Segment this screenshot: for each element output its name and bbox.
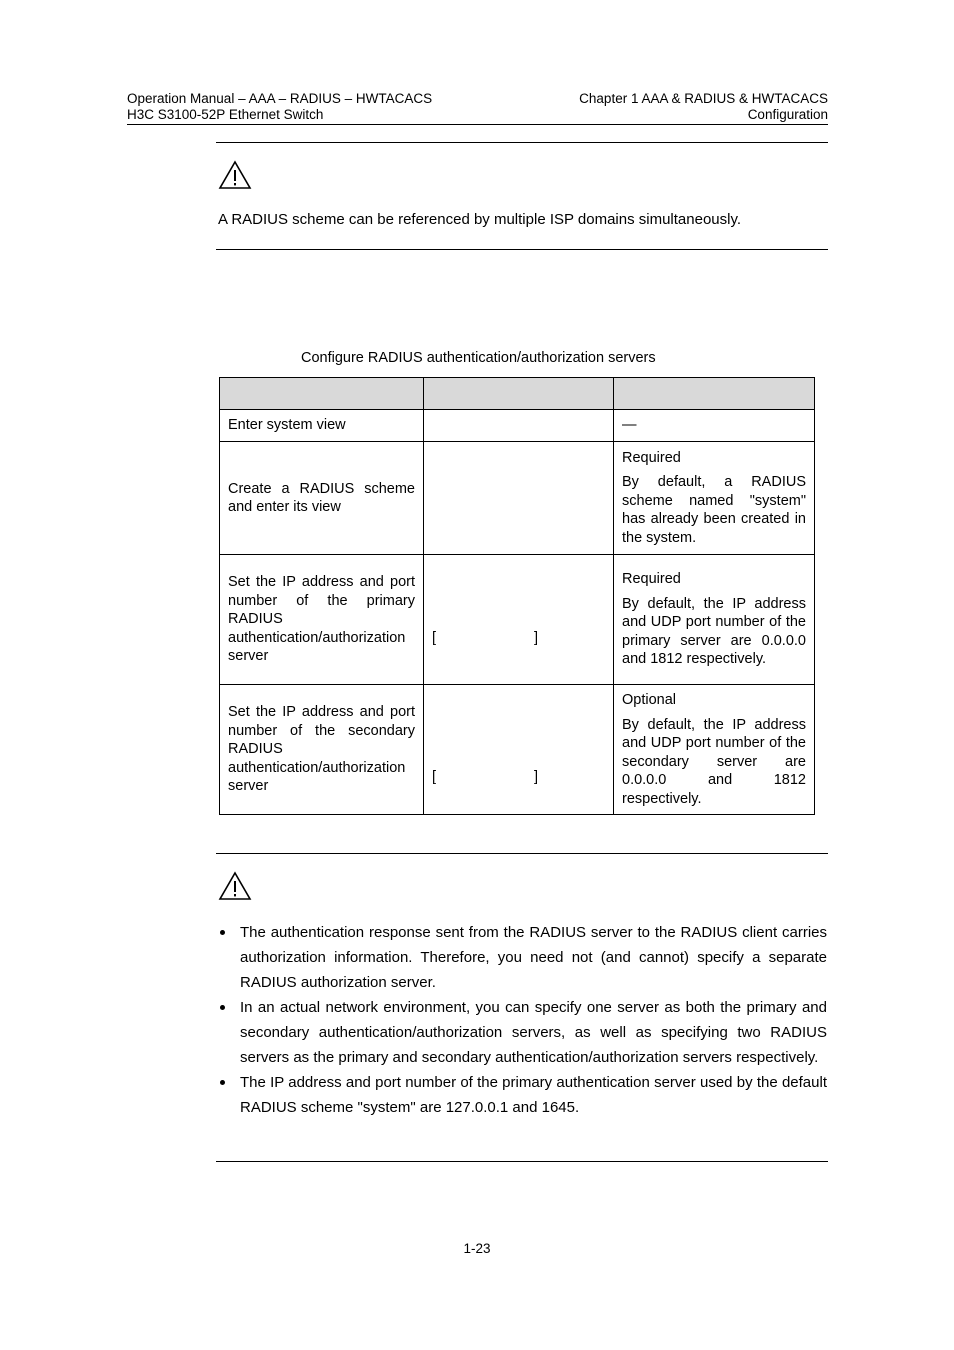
table-row xyxy=(220,410,815,442)
chapter-title: Chapter 1 AAA & RADIUS & HWTACACS xyxy=(579,91,828,106)
list-item xyxy=(218,995,827,1070)
remark-requirement: Required xyxy=(622,449,681,466)
optional-parameter-brackets xyxy=(432,768,538,787)
caution-bullet-list xyxy=(218,920,827,1120)
table-caption: Configure RADIUS authentication/authorization servers xyxy=(301,350,656,366)
table-row xyxy=(220,685,815,815)
optional-parameter-brackets xyxy=(432,629,538,648)
product-name: H3C S3100-52P Ethernet Switch xyxy=(127,107,324,122)
bracket-close: ] xyxy=(533,769,538,785)
command-cell xyxy=(424,685,614,815)
remark-default: By default, the IP address and UDP port number of the secondary server are 0.0.0.0 and 1812 respectively. xyxy=(622,716,806,807)
manual-title: Operation Manual – AAA – RADIUS – HWTACACS xyxy=(127,91,433,106)
bullet-text: The IP address and port number of the primary authentication server used by the default RADIUS scheme "system" are 127.0.0.1 and 1645. xyxy=(240,1074,827,1116)
caution-box-top-rule xyxy=(216,853,828,854)
operation-cell: Create a RADIUS scheme and enter its view xyxy=(220,442,424,555)
table-row xyxy=(220,555,815,685)
bracket-open: [ xyxy=(432,630,437,646)
section-name: Configuration xyxy=(747,107,828,122)
note-text: A RADIUS scheme can be referenced by multiple ISP domains simultaneously. xyxy=(218,211,742,228)
remarks-cell: — xyxy=(614,410,815,442)
header-cell-operation xyxy=(220,378,424,410)
command-cell xyxy=(424,555,614,685)
remarks-cell xyxy=(614,685,815,815)
running-header-left xyxy=(127,91,432,123)
remark-requirement: Required xyxy=(622,571,681,588)
remark-default: By default, the IP address and UDP port number of the primary server are 0.0.0.0 and 1812 respectively. xyxy=(622,595,806,668)
note-box-top-rule xyxy=(216,142,828,143)
warning-triangle-icon xyxy=(218,871,252,901)
list-item xyxy=(218,1070,827,1120)
config-table xyxy=(219,377,815,815)
table-row xyxy=(220,442,815,555)
remark-requirement: Optional xyxy=(622,692,677,708)
bracket-close: ] xyxy=(533,630,538,646)
caution-box-bottom-rule xyxy=(216,1161,828,1162)
page-number: 1-23 xyxy=(463,1241,491,1256)
command-cell xyxy=(424,410,614,442)
remarks-cell xyxy=(614,442,815,555)
bullet-dot-icon xyxy=(218,1070,240,1120)
bullet-text: The authentication response sent from the RADIUS server to the RADIUS client carries authorization information. Therefore, you need not (and cannot) specify a separate RADIUS authorization server. xyxy=(240,924,827,991)
table-header-row xyxy=(220,378,815,410)
bullet-text: In an actual network environment, you can specify one server as both the primary and secondary authentication/authorization servers, as well as specifying two RADIUS servers as the primary and secondary authentication/authorization servers respectively. xyxy=(240,999,827,1066)
operation-cell: Enter system view xyxy=(220,410,424,442)
remark-default: By default, a RADIUS scheme named "system" has already been created in the system. xyxy=(622,474,806,546)
bullet-dot-icon xyxy=(218,995,240,1070)
operation-cell: Set the IP address and port number of the primary RADIUS authentication/authorization server xyxy=(220,555,424,685)
bracket-open: [ xyxy=(432,769,437,785)
list-item xyxy=(218,920,827,995)
remarks-cell xyxy=(614,555,815,685)
command-cell xyxy=(424,442,614,555)
header-divider xyxy=(127,124,828,125)
running-header-right xyxy=(579,91,828,123)
bullet-dot-icon xyxy=(218,920,240,995)
warning-triangle-icon xyxy=(218,160,252,190)
header-cell-command xyxy=(424,378,614,410)
note-box-bottom-rule xyxy=(216,249,828,250)
header-cell-remarks xyxy=(614,378,815,410)
operation-cell: Set the IP address and port number of the secondary RADIUS authentication/authorization server xyxy=(220,685,424,815)
